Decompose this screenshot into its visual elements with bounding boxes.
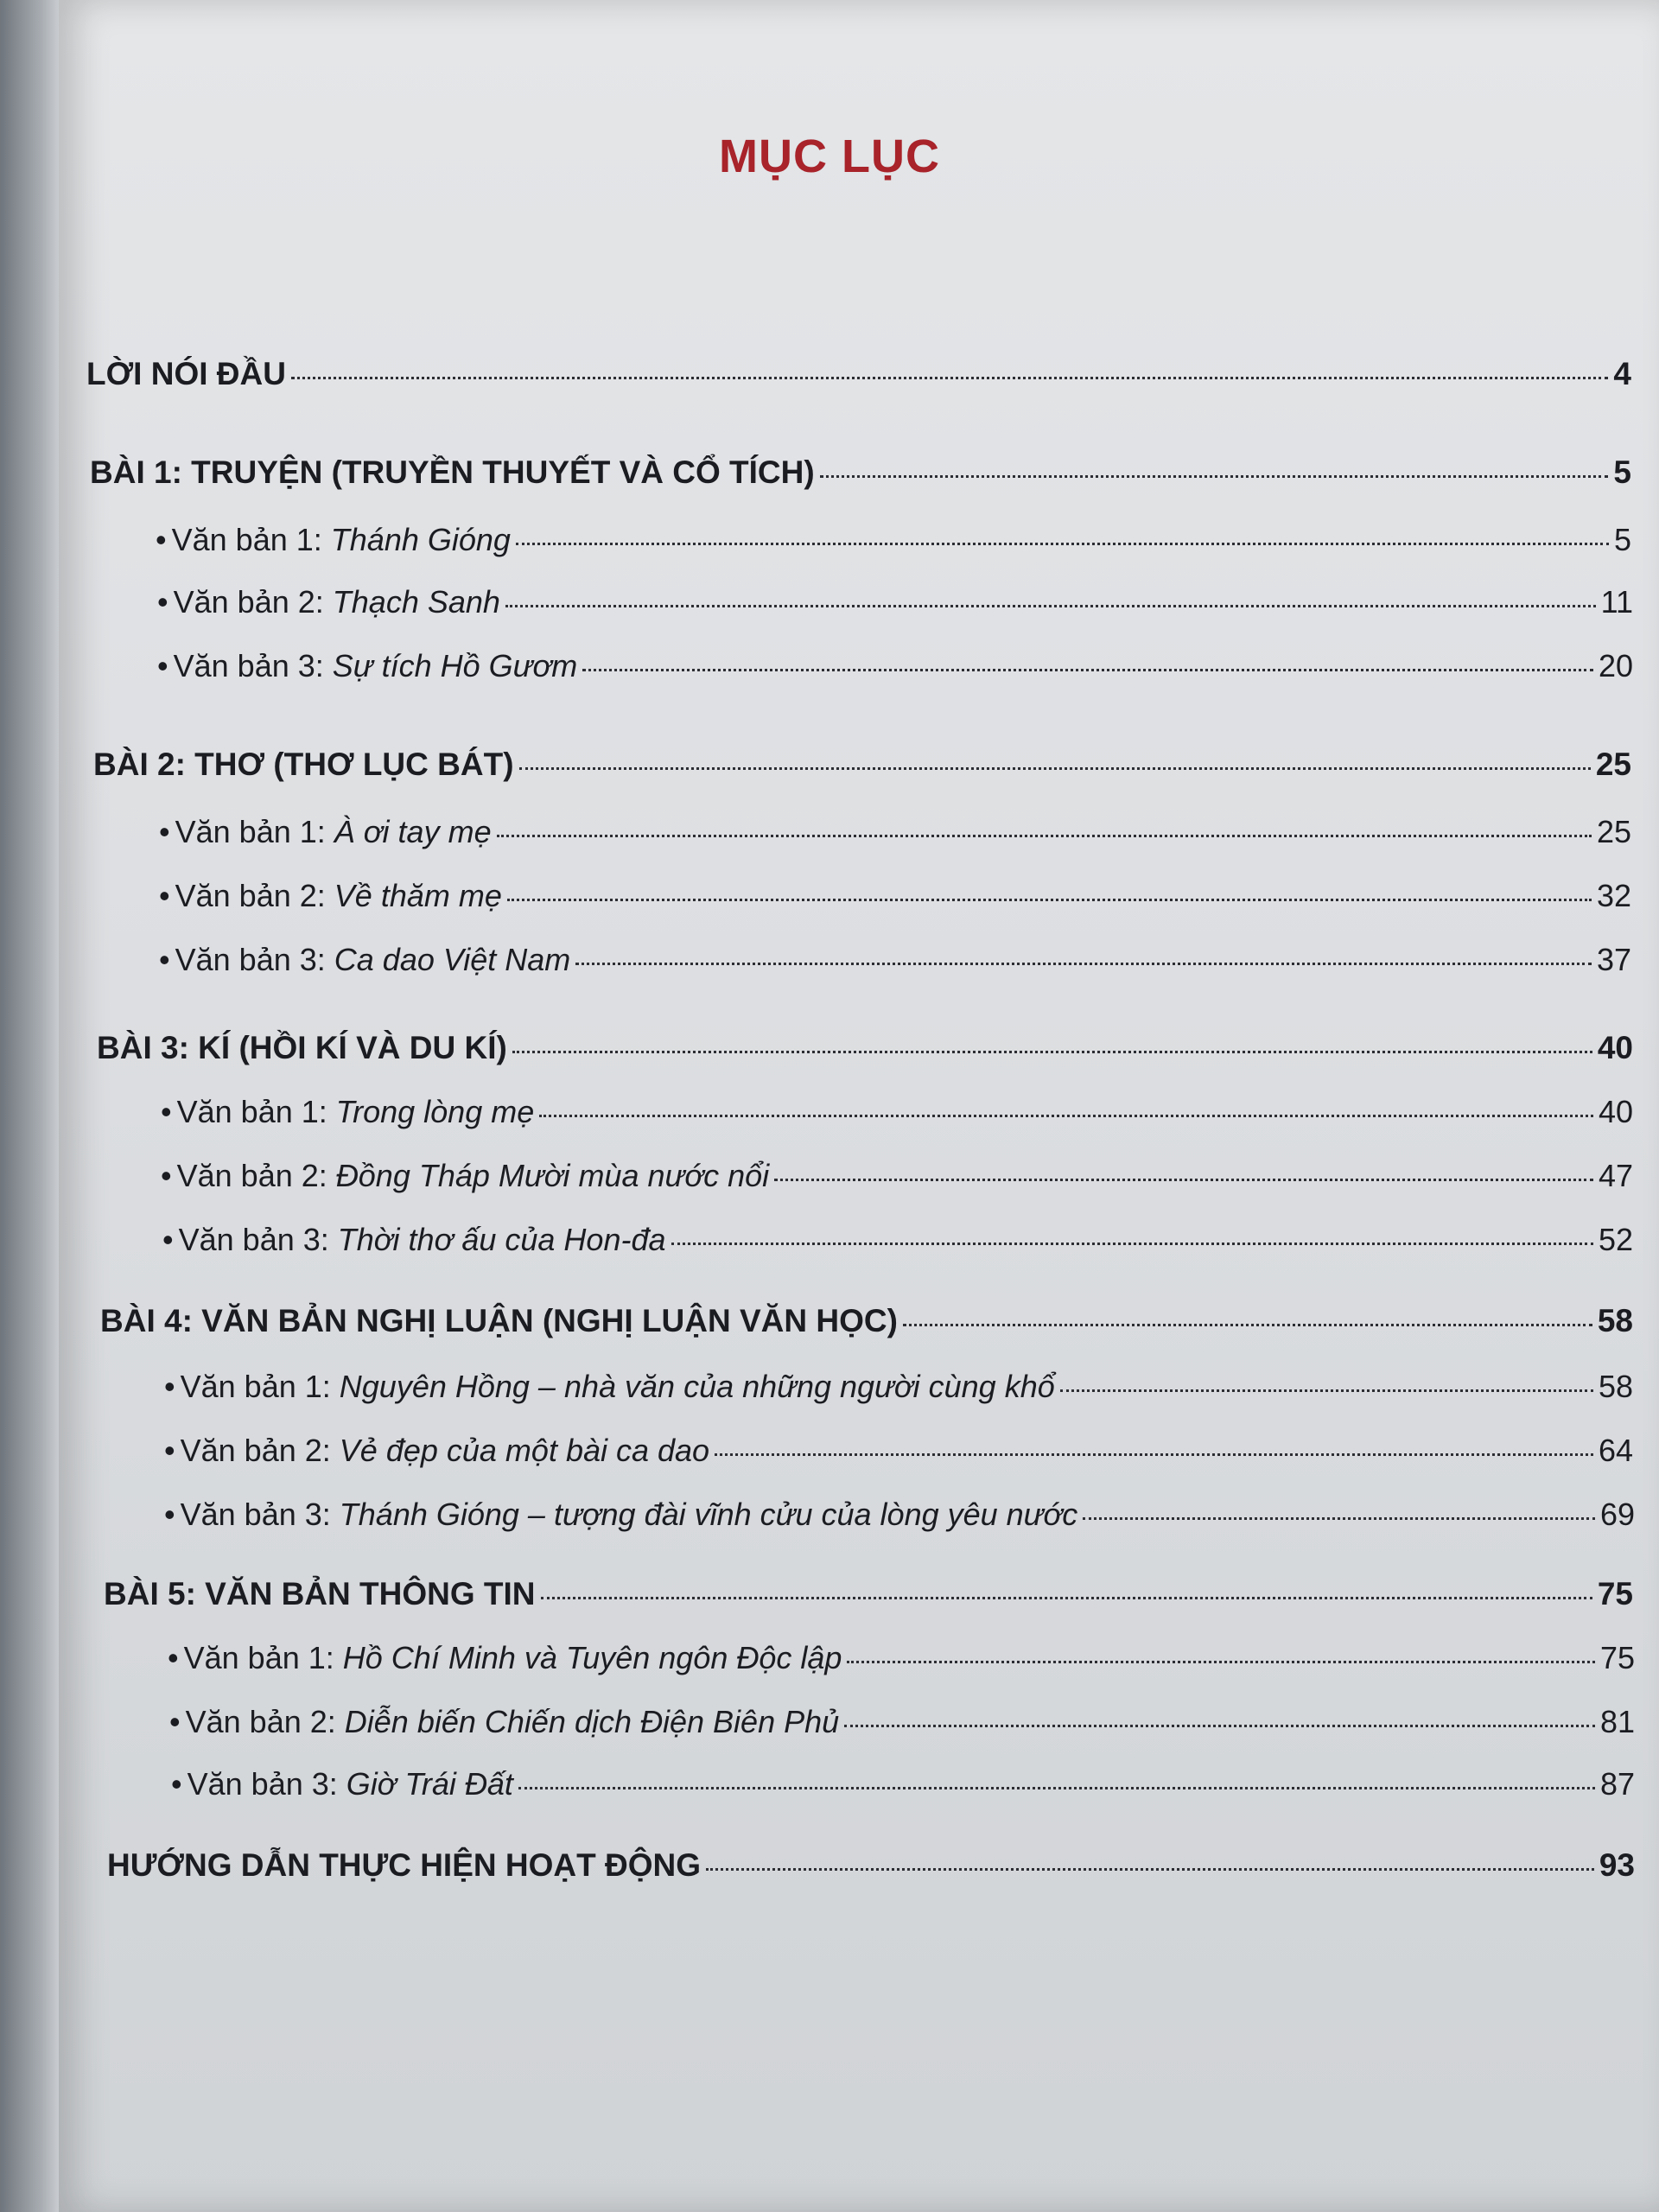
toc-label: BÀI 1: TRUYỆN (TRUYỀN THUYẾT VÀ CỔ TÍCH): [90, 454, 815, 490]
text-title: Ca dao Việt Nam: [334, 942, 571, 977]
toc-row-lesson-3: [97, 1030, 1633, 1066]
toc-label: BÀI 3: KÍ (HỒI KÍ VÀ DU KÍ): [97, 1030, 507, 1065]
toc-page-number: 4: [1613, 356, 1631, 391]
leader-dots: [671, 1243, 1593, 1245]
bullet-icon: •: [162, 1222, 174, 1257]
toc-row-lesson-3-text-1: [161, 1094, 1633, 1130]
leader-dots: [582, 669, 1593, 671]
text-prefix: Văn bản 2:: [180, 1433, 331, 1468]
toc-row-lesson-2: [93, 747, 1631, 783]
toc-row-lesson-2-text-1: [159, 814, 1631, 850]
toc-label: BÀI 4: VĂN BẢN NGHỊ LUẬN (NGHỊ LUẬN VĂN HỌC): [100, 1303, 898, 1338]
toc-page-number: 75: [1599, 1640, 1635, 1675]
leader-dots: [820, 475, 1609, 478]
bullet-icon: •: [161, 1094, 172, 1129]
toc-page-number: 25: [1595, 747, 1631, 782]
leader-dots: [541, 1597, 1592, 1599]
toc-row-lesson-5-text-2: [169, 1704, 1635, 1740]
leader-dots: [539, 1115, 1593, 1117]
text-prefix: Văn bản 3:: [178, 1222, 329, 1257]
text-title: Thánh Gióng: [330, 522, 511, 557]
toc-row-lesson-5-text-3: [171, 1766, 1635, 1802]
text-prefix: Văn bản 3:: [173, 648, 324, 683]
leader-dots: [847, 1661, 1595, 1663]
text-prefix: Văn bản 3:: [180, 1497, 331, 1532]
toc-row-lesson-1-text-1: [156, 522, 1631, 558]
text-prefix: Văn bản 1:: [171, 522, 322, 557]
toc-row-lesson-2-text-3: [159, 942, 1631, 978]
bullet-icon: •: [157, 648, 168, 683]
text-title: À ơi tay mẹ: [334, 814, 492, 849]
text-title: Diễn biến Chiến dịch Điện Biên Phủ: [344, 1704, 840, 1739]
leader-dots: [518, 1787, 1595, 1789]
text-prefix: Văn bản 1:: [180, 1369, 331, 1404]
toc-label: LỜI NÓI ĐẦU: [86, 356, 286, 391]
text-title: Thời thơ ấu của Hon-đa: [337, 1222, 666, 1257]
text-prefix: Văn bản 1:: [175, 814, 326, 849]
text-title: Giờ Trái Đất: [346, 1766, 513, 1802]
toc-page-number: 75: [1597, 1576, 1633, 1611]
text-prefix: Văn bản 2:: [185, 1704, 336, 1739]
bullet-icon: •: [159, 942, 170, 977]
bullet-icon: •: [168, 1640, 179, 1675]
toc-page-number: 93: [1599, 1847, 1635, 1883]
leader-dots: [507, 899, 1592, 901]
bullet-icon: •: [161, 1158, 172, 1193]
toc-row-guide: [107, 1847, 1635, 1884]
text-prefix: Văn bản 3:: [175, 942, 326, 977]
leader-dots: [505, 605, 1596, 607]
toc-page-number: 81: [1599, 1704, 1635, 1739]
toc-page-number: 11: [1600, 584, 1633, 620]
text-prefix: Văn bản 1:: [183, 1640, 334, 1675]
text-prefix: Văn bản 2:: [173, 584, 324, 620]
toc-label: BÀI 2: THƠ (THƠ LỤC BÁT): [93, 747, 514, 782]
toc-page-number: 5: [1613, 454, 1631, 490]
text-title: Vẻ đẹp của một bài ca dao: [339, 1433, 710, 1468]
text-title: Thạch Sanh: [332, 584, 500, 620]
text-title: Về thăm mẹ: [334, 878, 502, 913]
toc-page-number: 20: [1598, 648, 1633, 683]
toc-row-lesson-2-text-2: [159, 878, 1631, 914]
bullet-icon: •: [171, 1766, 182, 1802]
bullet-icon: •: [164, 1369, 175, 1404]
toc-page-number: 47: [1598, 1158, 1633, 1193]
text-prefix: Văn bản 1:: [176, 1094, 327, 1129]
leader-dots: [774, 1179, 1593, 1181]
leader-dots: [706, 1868, 1594, 1871]
toc-page-number: 32: [1596, 878, 1631, 913]
toc-row-lesson-4-text-2: [164, 1433, 1633, 1469]
leader-dots: [512, 1051, 1592, 1053]
text-title: Trong lòng mẹ: [335, 1094, 535, 1129]
toc-page-number: 64: [1598, 1433, 1633, 1468]
leader-dots: [575, 963, 1592, 965]
toc-page-number: 40: [1598, 1094, 1633, 1129]
toc-row-lesson-3-text-3: [162, 1222, 1633, 1258]
text-title: Đồng Tháp Mười mùa nước nổi: [335, 1158, 770, 1193]
toc-row-preface: [86, 356, 1631, 392]
bullet-icon: •: [169, 1704, 181, 1739]
toc-row-lesson-4-text-3: [164, 1497, 1635, 1533]
leader-dots: [516, 543, 1609, 545]
toc-row-lesson-1-text-2: [157, 584, 1633, 620]
bullet-icon: •: [159, 878, 170, 913]
toc-row-lesson-1-text-3: [157, 648, 1633, 684]
toc-row-lesson-5: [104, 1576, 1633, 1612]
text-prefix: Văn bản 2:: [175, 878, 326, 913]
leader-dots: [844, 1725, 1595, 1727]
leader-dots: [903, 1324, 1592, 1326]
leader-dots: [715, 1453, 1593, 1456]
toc-page-number: 52: [1598, 1222, 1633, 1257]
toc-row-lesson-4-text-1: [164, 1369, 1633, 1405]
page-title: MỤC LỤC: [719, 130, 940, 182]
text-title: Thánh Gióng – tượng đài vĩnh cửu của lòng yêu nước: [339, 1497, 1078, 1532]
toc-row-lesson-1: [90, 454, 1631, 491]
bullet-icon: •: [164, 1433, 175, 1468]
toc-page-number: 87: [1599, 1766, 1635, 1802]
text-prefix: Văn bản 2:: [176, 1158, 327, 1193]
leader-dots: [291, 377, 1608, 379]
leader-dots: [519, 767, 1591, 770]
toc-page-number: 37: [1596, 942, 1631, 977]
leader-dots: [497, 835, 1592, 837]
toc-row-lesson-3-text-2: [161, 1158, 1633, 1194]
toc-label: HƯỚNG DẪN THỰC HIỆN HOẠT ĐỘNG: [107, 1847, 701, 1883]
leader-dots: [1083, 1517, 1595, 1520]
text-title: Hồ Chí Minh và Tuyên ngôn Độc lập: [342, 1640, 842, 1675]
text-title: Nguyên Hồng – nhà văn của những người cùng khổ: [339, 1369, 1055, 1404]
bullet-icon: •: [157, 584, 168, 620]
toc-page-number: 58: [1597, 1303, 1633, 1338]
text-prefix: Văn bản 3:: [187, 1766, 338, 1802]
text-title: Sự tích Hồ Gươm: [332, 648, 578, 683]
toc-page-number: 25: [1596, 814, 1631, 849]
toc-page-number: 40: [1597, 1030, 1633, 1065]
leader-dots: [1060, 1389, 1593, 1392]
toc-page-number: 58: [1598, 1369, 1633, 1404]
bullet-icon: •: [156, 522, 167, 557]
toc-row-lesson-4: [100, 1303, 1633, 1339]
bullet-icon: •: [159, 814, 170, 849]
toc-row-lesson-5-text-1: [168, 1640, 1635, 1676]
bullet-icon: •: [164, 1497, 175, 1532]
toc-page-number: 69: [1599, 1497, 1635, 1532]
toc-page-number: 5: [1613, 522, 1631, 557]
book-spine-shadow: [0, 0, 59, 2212]
toc-label: BÀI 5: VĂN BẢN THÔNG TIN: [104, 1576, 536, 1611]
